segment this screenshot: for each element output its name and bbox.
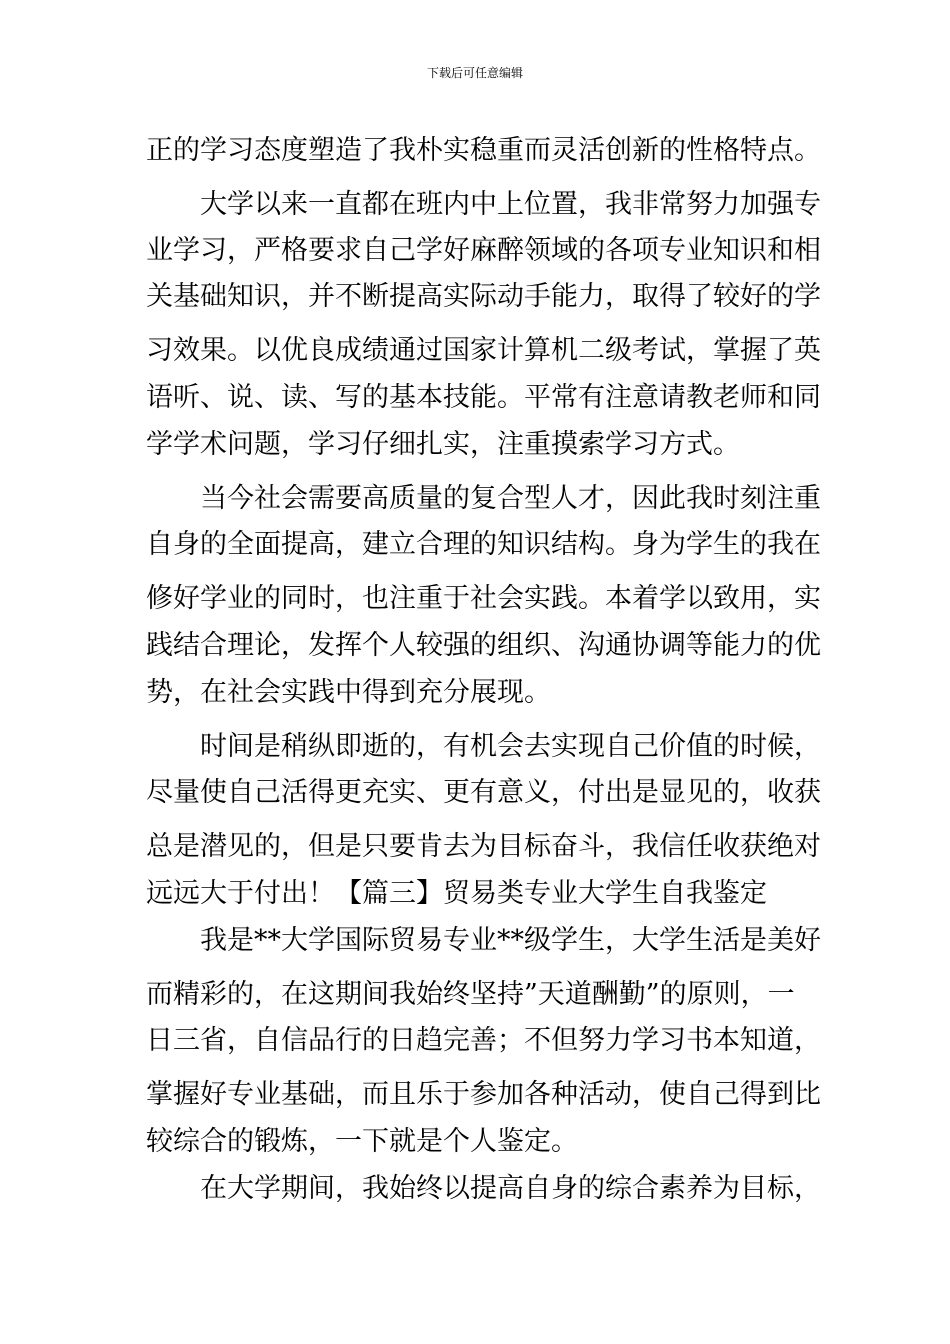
text-line: 修好学业的同时，也注重于社会实践。本着学以致用，实: [146, 583, 821, 614]
paragraph-start-line: 当今社会需要高质量的复合型人才，因此我时刻注重: [200, 483, 821, 514]
paragraph-start-line: 时间是稍纵即逝的，有机会去实现自己价值的时候，: [200, 731, 821, 762]
text-line: 总是潜见的，但是只要肯去为目标奋斗，我信任收获绝对: [146, 831, 821, 862]
paragraph-start-line: 我是**大学国际贸易专业**级学生，大学生活是美好: [200, 925, 821, 956]
paragraph-start-line: 大学以来一直都在班内中上位置，我非常努力加强专: [200, 189, 821, 220]
text-line: 远远大于付出！【篇三】贸易类专业大学生自我鉴定: [146, 878, 767, 909]
text-line: 掌握好专业基础，而且乐于参加各种活动，使自己得到比: [146, 1079, 821, 1110]
text-line: 语听、说、读、写的基本技能。平常有注意请教老师和同: [146, 382, 821, 413]
page-header: 下载后可任意编辑: [426, 66, 523, 80]
text-line: 习效果。以优良成绩通过国家计算机二级考试，掌握了英: [146, 335, 821, 366]
paragraph-start-line: 在大学期间，我始终以提高自身的综合素养为目标，: [200, 1173, 821, 1204]
text-line: 关基础知识，并不断提高实际动手能力，取得了较好的学: [146, 281, 821, 312]
text-line: 势，在社会实践中得到充分展现。: [146, 677, 551, 708]
text-line: 践结合理论，发挥个人较强的组织、沟通协调等能力的优: [146, 630, 821, 661]
text-line: 业学习，严格要求自己学好麻醉领域的各项专业知识和相: [146, 235, 821, 266]
text-line: 学学术问题，学习仔细扎实，注重摸索学习方式。: [146, 429, 740, 460]
text-line: 尽量使自己活得更充实、更有意义，付出是显见的，收获: [146, 777, 821, 808]
text-line: 日三省，自信品行的日趋完善；不但努力学习书本知道，: [146, 1025, 821, 1056]
text-line: 而精彩的，在这期间我始终坚持”天道酬勤”的原则，一: [146, 979, 795, 1010]
text-line: 较综合的锻炼，一下就是个人鉴定。: [146, 1126, 578, 1157]
text-line: 正的学习态度塑造了我朴实稳重而灵活创新的性格特点。: [146, 135, 821, 166]
text-line: 自身的全面提高，建立合理的知识结构。身为学生的我在: [146, 529, 821, 560]
